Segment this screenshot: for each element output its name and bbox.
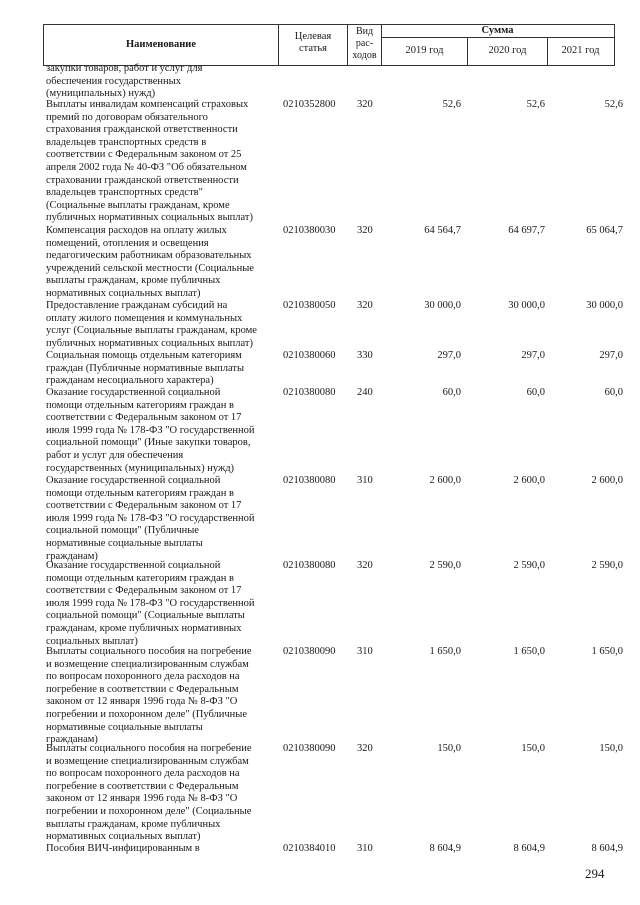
header-name: Наименование: [126, 39, 196, 50]
header-year-2021: 2021 год: [561, 45, 600, 56]
row-name: Социальная помощь отдельным категориям граждан (Публичные нормативные выплаты гражданам несоциального характера): [46, 350, 245, 387]
row-code: 0210384010: [283, 843, 336, 854]
row-value-2019: 8 604,9: [429, 843, 461, 854]
header-sum: Сумма: [481, 25, 514, 36]
row-value-2021: 1 650,0: [591, 646, 623, 657]
row-value-2021: 297,0: [599, 350, 623, 361]
row-type: 310: [357, 843, 373, 854]
row-type: 320: [357, 743, 373, 754]
row-value-2019: 60,0: [442, 387, 461, 398]
row-name: Компенсация расходов на оплату жилых помещений, отопления и освещения педагогическим работникам образовательных учреждений сельской местности (Социальные выплаты гражданам, кроме публичных нормативных социальных выплат): [46, 225, 254, 299]
row-code: 0210380080: [283, 475, 336, 486]
row-value-2019: 2 600,0: [429, 475, 461, 486]
row-value-2020: 8 604,9: [513, 843, 545, 854]
row-type: 240: [357, 387, 373, 398]
row-value-2020: 1 650,0: [513, 646, 545, 657]
row-value-2021: 52,6: [604, 99, 623, 110]
row-name: Оказание государственной социальной помощи отдельным категориям граждан в соответствии с Федеральным законом от 17 июля 1999 года № 178-ФЗ "О государственной социальной помощи" (Публичные нормативные социальные выплаты гражданам): [46, 475, 255, 562]
row-value-2020: 2 600,0: [513, 475, 545, 486]
row-name: закупки товаров, работ и услуг для обеспечения государственных (муниципальных) нужд): [46, 63, 203, 100]
row-name: Оказание государственной социальной помощи отдельным категориям граждан в соответствии с Федеральным законом от 17 июля 1999 года № 178-ФЗ "О государственной социальной помощи" (Иные закупки товаров, работ и услуг для обеспечения государственных (муниципальных) нужд): [46, 387, 255, 474]
row-type: 320: [357, 560, 373, 571]
row-name: Выплаты инвалидам компенсаций страховых премий по договорам обязательного страхования гражданской ответственности владельцев транспортных средств в соответствии с Федеральным законом от 25 апреля 2002 года № 40-ФЗ "Об обязательном страховании гражданской ответственности владельцев транспортных средств" (Социальные выплаты гражданам, кроме публичных нормативных социальных выплат): [46, 99, 253, 224]
header-year-2019: 2019 год: [405, 45, 444, 56]
row-value-2019: 297,0: [437, 350, 461, 361]
row-name: Предоставление гражданам субсидий на оплату жилого помещения и коммунальных услуг (Социальные выплаты гражданам, кроме публичных нормативных социальных выплат): [46, 300, 257, 349]
row-value-2020: 52,6: [526, 99, 545, 110]
row-code: 0210380090: [283, 743, 336, 754]
row-value-2020: 60,0: [526, 387, 545, 398]
page-number: 294: [585, 866, 605, 881]
row-code: 0210380090: [283, 646, 336, 657]
row-value-2019: 2 590,0: [429, 560, 461, 571]
row-value-2020: 297,0: [521, 350, 545, 361]
row-type: 330: [357, 350, 373, 361]
row-code: 0210380060: [283, 350, 336, 361]
row-name: Выплаты социального пособия на погребение и возмещение специализированным службам по вопросам похоронного дела расходов на погребение в соответствии с Федеральным законом от 12 января 1996 года № 8-ФЗ "О погребении и похоронном деле" (Социальные выплаты гражданам, кроме публичных нормативных социальных выплат): [46, 743, 252, 843]
row-type: 320: [357, 300, 373, 311]
row-value-2020: 2 590,0: [513, 560, 545, 571]
row-value-2019: 1 650,0: [429, 646, 461, 657]
row-value-2019: 64 564,7: [424, 225, 461, 236]
row-value-2019: 52,6: [442, 99, 461, 110]
row-code: 0210352800: [283, 99, 336, 110]
row-value-2019: 150,0: [437, 743, 461, 754]
row-code: 0210380030: [283, 225, 336, 236]
row-name: Оказание государственной социальной помощи отдельным категориям граждан в соответствии с Федеральным законом от 17 июля 1999 года № 178-ФЗ "О государственной социальной помощи" (Социальные выплаты гражданам, кроме публичных нормативных социальных выплат): [46, 560, 255, 647]
row-type: 310: [357, 475, 373, 486]
row-value-2019: 30 000,0: [424, 300, 461, 311]
row-code: 0210380050: [283, 300, 336, 311]
row-value-2021: 30 000,0: [586, 300, 623, 311]
row-value-2021: 65 064,7: [586, 225, 623, 236]
row-type: 320: [357, 99, 373, 110]
row-code: 0210380080: [283, 387, 336, 398]
header-type: Вид рас- ходов: [352, 26, 377, 61]
row-type: 320: [357, 225, 373, 236]
row-value-2021: 60,0: [604, 387, 623, 398]
row-value-2020: 30 000,0: [508, 300, 545, 311]
row-type: 310: [357, 646, 373, 657]
header-year-2020: 2020 год: [488, 45, 527, 56]
row-name: Пособия ВИЧ-инфицированным в: [46, 843, 200, 854]
header-divider: [381, 37, 614, 38]
header-code: Целевая статья: [294, 31, 332, 54]
row-value-2020: 150,0: [521, 743, 545, 754]
row-value-2021: 150,0: [599, 743, 623, 754]
row-value-2021: 2 600,0: [591, 475, 623, 486]
row-code: 0210380080: [283, 560, 336, 571]
row-value-2021: 8 604,9: [591, 843, 623, 854]
row-value-2021: 2 590,0: [591, 560, 623, 571]
row-value-2020: 64 697,7: [508, 225, 545, 236]
row-name: Выплаты социального пособия на погребение и возмещение специализированным службам по вопросам похоронного дела расходов на погребение в соответствии с Федеральным законом от 12 января 1996 года № 8-ФЗ "О погребении и похоронном деле" (Публичные нормативные социальные выплаты гражданам): [46, 646, 252, 746]
